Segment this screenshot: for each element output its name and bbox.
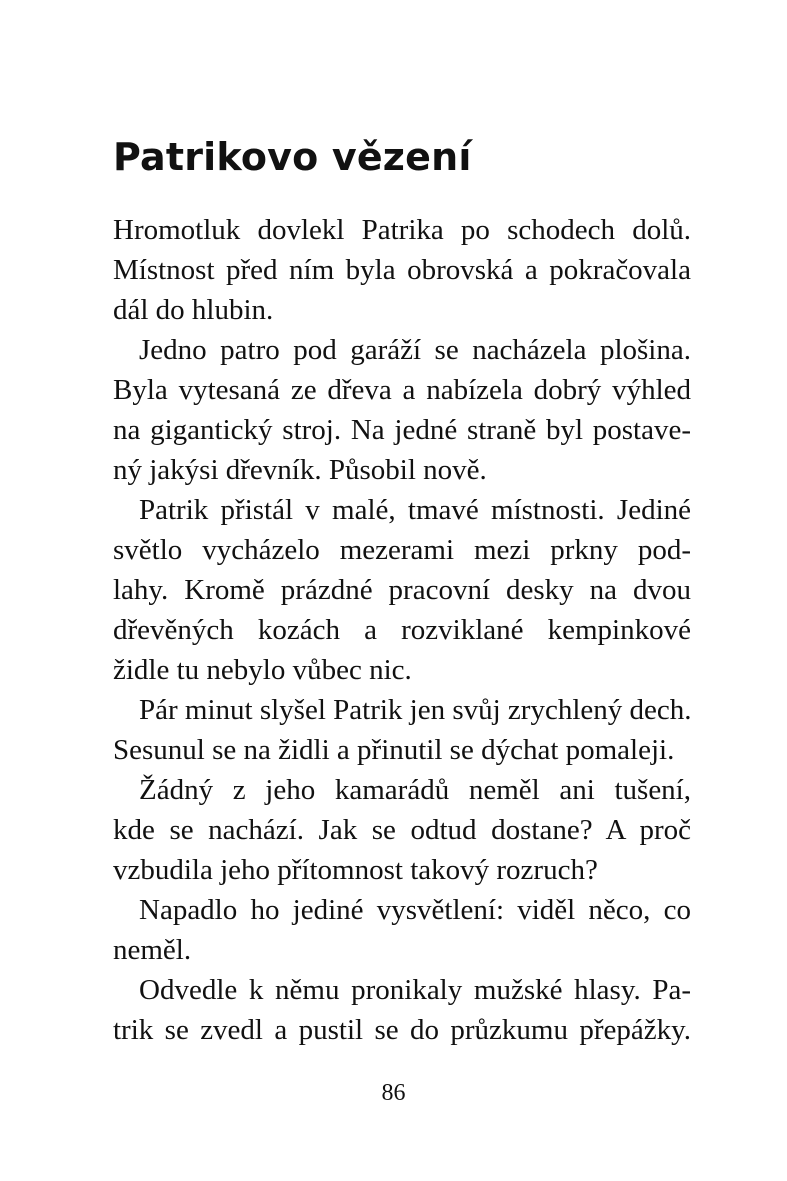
text-line: Byla vytesaná ze dřeva a nabízela dobrý výhled: [113, 374, 691, 406]
text-line: trik se zvedl a pustil se do průzkumu přepážky.: [113, 1014, 691, 1046]
text-line: Hromotluk dovlekl Patrika po schodech dolů.: [113, 214, 691, 246]
chapter-title: Patrikovo vězení: [113, 135, 472, 179]
body-text: [113, 210, 691, 1050]
text-line: židle tu nebylo vůbec nic.: [113, 654, 412, 686]
text-line: Žádný z jeho kamarádů neměl ani tušení,: [139, 774, 691, 806]
text-line: neměl.: [113, 934, 192, 966]
text-line: dřevěných kozách a rozviklané kempinkové: [113, 614, 691, 646]
text-line: Odvedle k němu pronikaly mužské hlasy. Pa-: [139, 974, 691, 1006]
text-line: dál do hlubin.: [113, 294, 274, 326]
page-number: 86: [381, 1080, 406, 1106]
text-line: Jedno patro pod garáží se nacházela plošina.: [139, 334, 691, 366]
text-line: vzbudila jeho přítomnost takový rozruch?: [113, 854, 598, 886]
text-line: světlo vycházelo mezerami mezi prkny pod-: [113, 534, 691, 566]
text-line: ný jakýsi dřevník. Působil nově.: [113, 454, 487, 486]
text-line: Patrik přistál v malé, tmavé místnosti. Jediné: [139, 494, 691, 526]
text-line: lahy. Kromě prázdné pracovní desky na dvou: [113, 574, 691, 606]
text-line: Sesunul se na židli a přinutil se dýchat pomaleji.: [113, 734, 675, 766]
text-line: kde se nachází. Jak se odtud dostane? A proč: [113, 814, 691, 846]
text-line: Napadlo ho jediné vysvětlení: viděl něco, co: [139, 894, 691, 926]
text-line: Pár minut slyšel Patrik jen svůj zrychlený dech.: [139, 694, 692, 726]
text-line: na gigantický stroj. Na jedné straně byl postave-: [113, 414, 691, 446]
text-line: Místnost před ním byla obrovská a pokračovala: [113, 254, 691, 286]
